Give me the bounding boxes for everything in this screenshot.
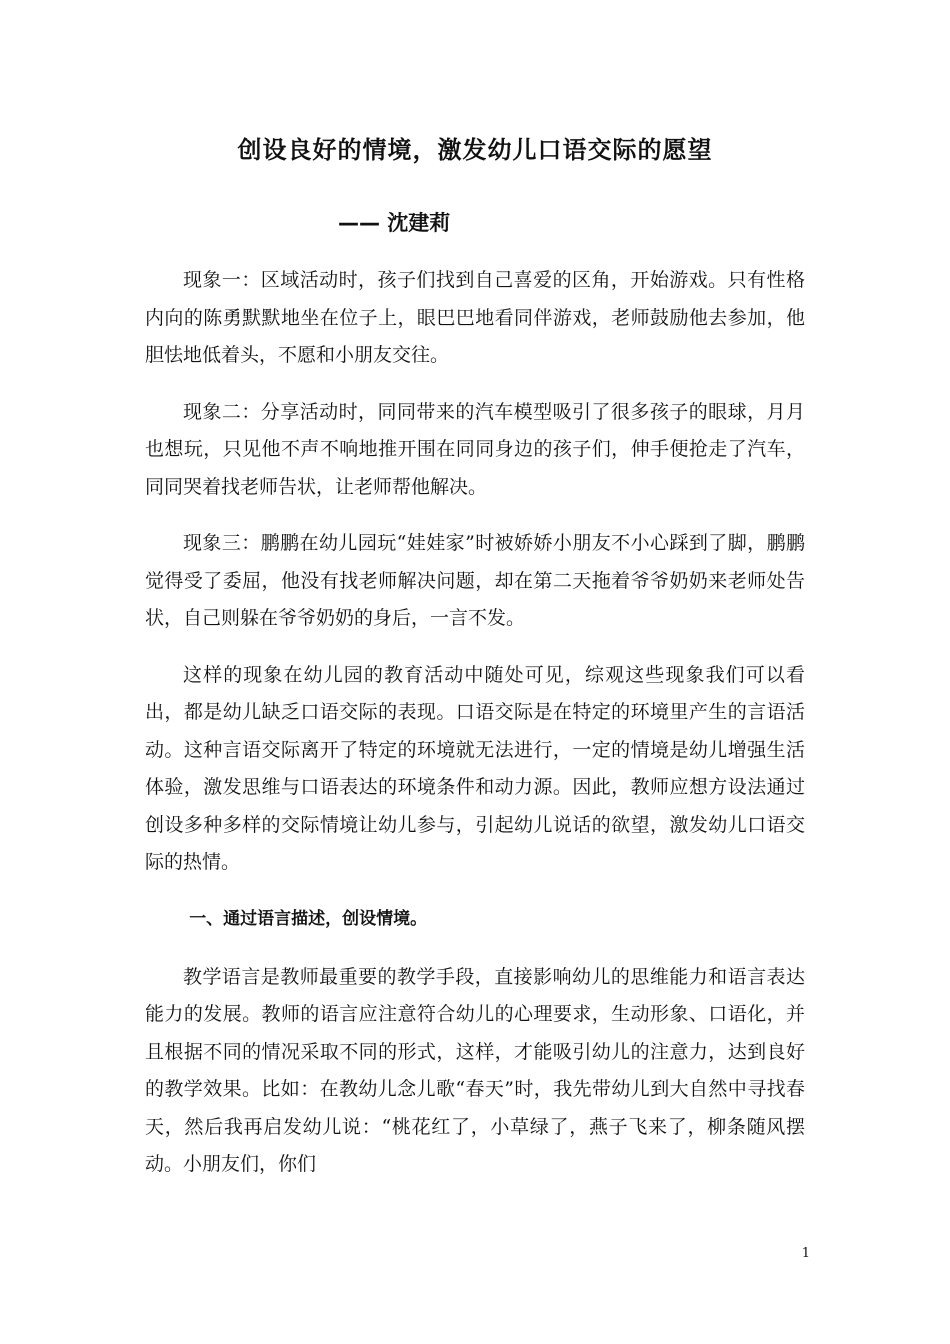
- paragraph-phenomenon-2: 现象二：分享活动时，同同带来的汽车模型吸引了很多孩子的眼球，月月也想玩，只见他不声不响地推开围在同同身边的孩子们，伸手便抢走了汽车，同同哭着找老师告状，让老师帮他解决。: [145, 400, 805, 498]
- document-title: 创设良好的情境，激发幼儿口语交际的愿望: [237, 136, 713, 164]
- body-text: [145, 262, 805, 1203]
- paragraph-section-1: 教学语言是教师最重要的教学手段，直接影响幼儿的思维能力和语言表达能力的发展。教师的语言应注意符合幼儿的心理要求，生动形象、口语化，并且根据不同的情况采取不同的形式，这样，才能吸引幼儿的注意力，达到良好的教学效果。比如：在教幼儿念儿歌“春天”时，我先带幼儿到大自然中寻找春天，然后我再启发幼儿说：“桃花红了，小草绿了，燕子飞来了，柳条随风摆动。小朋友们，你们: [145, 965, 805, 1175]
- page-number: 1: [801, 1246, 810, 1261]
- author-line: —— 沈建莉: [338, 211, 451, 235]
- paragraph-phenomenon-1: 现象一：区域活动时，孩子们找到自己喜爱的区角，开始游戏。只有性格内向的陈勇默默地坐在位子上，眼巴巴地看同伴游戏，老师鼓励他去参加，他胆怯地低着头，不愿和小朋友交往。: [145, 269, 805, 366]
- paragraph-analysis: 这样的现象在幼儿园的教育活动中随处可见，综观这些现象我们可以看出，都是幼儿缺乏口语交际的表现。口语交际是在特定的环境里产生的言语活动。这种言语交际离开了特定的环境就无法进行，一定的情境是幼儿增强生活体验，激发思维与口语表达的环境条件和动力源。因此，教师应想方设法通过创设多种多样的交际情境让幼儿参与，引起幼儿说话的欲望，激发幼儿口语交际的热情。: [145, 663, 805, 873]
- paragraph-phenomenon-3: 现象三：鹏鹏在幼儿园玩“娃娃家”时被娇娇小朋友不小心踩到了脚，鹏鹏觉得受了委屈，他没有找老师解决问题，却在第二天拖着爷爷奶奶来老师处告状，自己则躲在爷爷奶奶的身后，一言不发。: [145, 532, 805, 629]
- section-heading: 一、通过语言描述，创设情境。: [189, 908, 428, 929]
